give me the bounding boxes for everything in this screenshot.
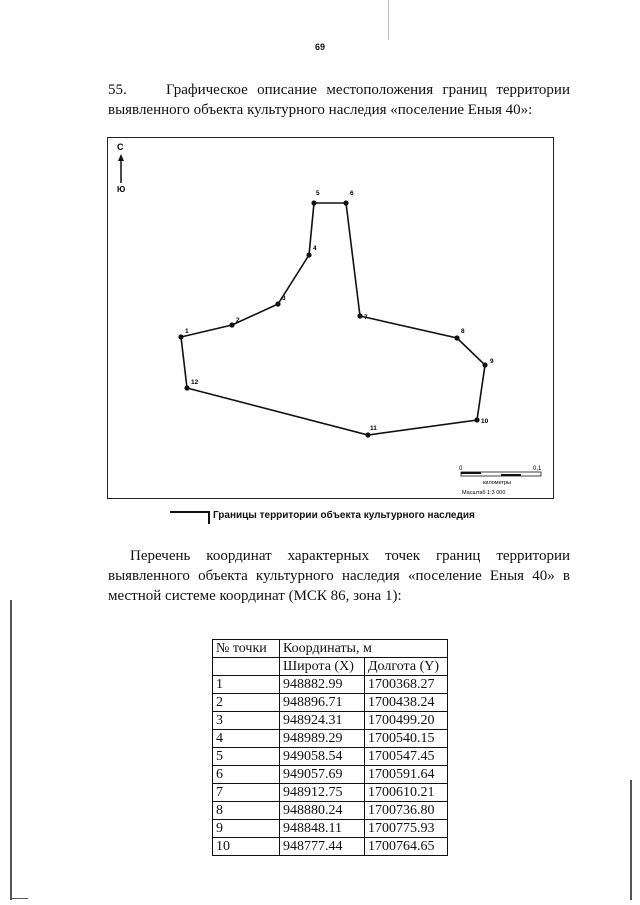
longitude-cell: 1700438.24: [365, 694, 448, 712]
point-number-cell: 2: [213, 694, 280, 712]
table-row: [213, 694, 448, 712]
boundary-point-marker: [178, 334, 183, 339]
scan-artifact: [388, 0, 389, 40]
boundary-point-label: 2: [236, 317, 240, 324]
header-lat: Широта (X): [280, 658, 365, 676]
scan-artifact: [10, 600, 12, 900]
latitude-cell: 948896.71: [280, 694, 365, 712]
table-row: [213, 766, 448, 784]
boundary-point-label: 3: [282, 295, 286, 302]
legend-tick-symbol: [208, 511, 210, 524]
latitude-cell: 949057.69: [280, 766, 365, 784]
longitude-cell: 1700736.80: [365, 802, 448, 820]
section-number: 55.: [108, 82, 127, 98]
boundary-point-marker: [454, 335, 459, 340]
table-row: [213, 730, 448, 748]
section-heading: [108, 80, 570, 120]
table-row: [213, 820, 448, 838]
header-lon: Долгота (Y): [365, 658, 448, 676]
header-coords: Координаты, м: [280, 640, 448, 658]
boundary-point-label: 9: [490, 358, 494, 365]
boundary-point-label: 12: [191, 379, 199, 386]
scale-units-label: километры: [483, 480, 511, 486]
table-row: [213, 838, 448, 856]
longitude-cell: 1700775.93: [365, 820, 448, 838]
boundary-point-label: 5: [316, 190, 320, 197]
map-legend: [170, 508, 590, 526]
point-number-cell: 1: [213, 676, 280, 694]
latitude-cell: 948882.99: [280, 676, 365, 694]
coordinates-intro-text: Перечень координат характерных точек границ территории выявленного объекта культурного наследия «поселение Еныя 40» в местной системе координат (МСК 86, зона 1):: [108, 548, 570, 604]
boundary-point-label: 7: [364, 314, 368, 321]
boundary-point-label: 6: [350, 190, 354, 197]
scan-artifact: [630, 780, 632, 900]
longitude-cell: 1700499.20: [365, 712, 448, 730]
header-empty-cell: [213, 658, 280, 676]
scale-ratio-label: Масштаб 1:3 000: [462, 490, 506, 496]
table-header-row: [213, 640, 448, 658]
boundary-point-marker: [343, 200, 348, 205]
page-number: 69: [314, 42, 325, 52]
longitude-cell: 1700547.45: [365, 748, 448, 766]
boundary-point-marker: [306, 252, 311, 257]
boundary-point-label: 10: [481, 418, 489, 425]
point-number-cell: 9: [213, 820, 280, 838]
south-label: Ю: [117, 185, 126, 194]
latitude-cell: 948880.24: [280, 802, 365, 820]
boundary-point-label: 11: [370, 425, 377, 432]
point-number-cell: 10: [213, 838, 280, 856]
point-number-cell: 7: [213, 784, 280, 802]
boundary-point-marker: [482, 362, 487, 367]
point-number-cell: 3: [213, 712, 280, 730]
table-row: [213, 748, 448, 766]
point-number-cell: 8: [213, 802, 280, 820]
scale-max-label: 0,1: [533, 466, 542, 472]
map-canvas: [108, 138, 555, 500]
latitude-cell: 948777.44: [280, 838, 365, 856]
table-row: [213, 712, 448, 730]
table-subheader-row: [213, 658, 448, 676]
boundary-point-marker: [365, 432, 370, 437]
boundary-point-marker: [184, 385, 189, 390]
longitude-cell: 1700591.64: [365, 766, 448, 784]
section-title: Графическое описание местоположения границ территории выявленного объекта культурного наследия «поселение Еныя 40»:: [108, 82, 570, 118]
boundary-points: [178, 190, 494, 438]
longitude-cell: 1700610.21: [365, 784, 448, 802]
latitude-cell: 949058.54: [280, 748, 365, 766]
legend-label: Границы территории объекта культурного наследия: [213, 510, 475, 521]
coordinates-intro: [108, 546, 570, 606]
boundary-map: [107, 137, 554, 499]
boundary-point-marker: [275, 301, 280, 306]
boundary-point-label: 8: [461, 328, 465, 335]
point-number-cell: 4: [213, 730, 280, 748]
north-arrow-icon: [117, 142, 125, 194]
legend-line-symbol: [170, 511, 208, 513]
coordinates-table: [212, 639, 448, 856]
scan-artifact: [10, 898, 28, 899]
boundary-point-marker: [357, 313, 362, 318]
boundary-point-marker: [311, 200, 316, 205]
point-number-cell: 5: [213, 748, 280, 766]
boundary-point-label: 4: [313, 245, 317, 252]
boundary-point-marker: [474, 417, 479, 422]
boundary-point-label: 1: [185, 328, 189, 335]
north-label: С: [117, 142, 124, 152]
territory-boundary: [181, 203, 485, 435]
boundary-point-marker: [229, 322, 234, 327]
latitude-cell: 948848.11: [280, 820, 365, 838]
longitude-cell: 1700540.15: [365, 730, 448, 748]
table-row: [213, 784, 448, 802]
latitude-cell: 948924.31: [280, 712, 365, 730]
scale-bar: [459, 466, 542, 496]
longitude-cell: 1700368.27: [365, 676, 448, 694]
header-point: № точки: [213, 640, 280, 658]
latitude-cell: 948989.29: [280, 730, 365, 748]
longitude-cell: 1700764.65: [365, 838, 448, 856]
table-row: [213, 802, 448, 820]
table-row: [213, 676, 448, 694]
scale-min-label: 0: [459, 466, 463, 472]
point-number-cell: 6: [213, 766, 280, 784]
latitude-cell: 948912.75: [280, 784, 365, 802]
